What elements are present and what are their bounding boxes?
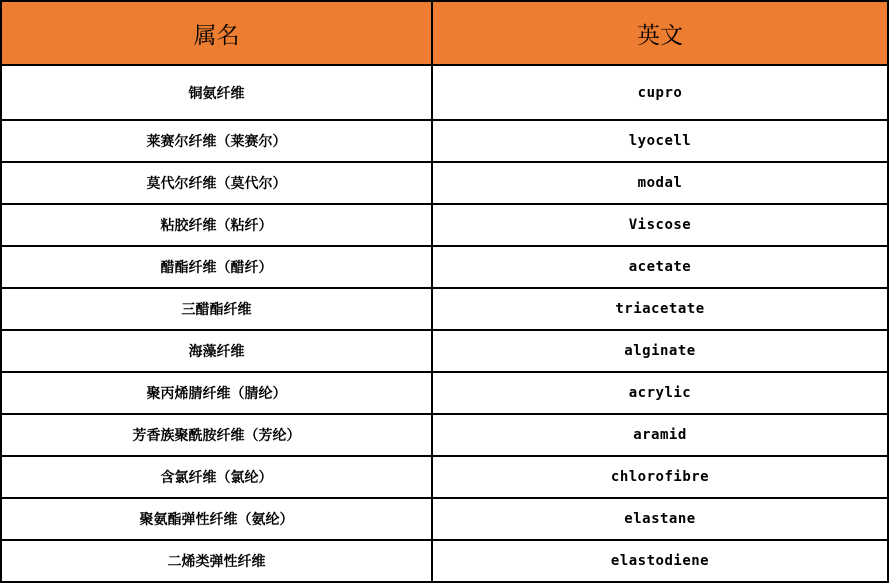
cell-genus-name: 海藻纤维 [2,331,433,371]
header-english: 英文 [433,2,889,64]
cell-genus-name: 含氯纤维（氯纶） [2,457,433,497]
cell-english: triacetate [433,289,889,329]
cell-english: acrylic [433,373,889,413]
cell-english: elastodiene [433,541,889,581]
cell-genus-name: 粘胶纤维（粘纤） [2,205,433,245]
cell-genus-name: 三醋酯纤维 [2,289,433,329]
table-row [2,247,889,289]
cell-genus-name: 聚丙烯腈纤维（腈纶） [2,373,433,413]
table-row [2,541,889,583]
table-row [2,289,889,331]
table-row [2,205,889,247]
cell-english: elastane [433,499,889,539]
header-genus-name: 属名 [2,2,433,64]
table-row [2,331,889,373]
cell-genus-name: 醋酯纤维（醋纤） [2,247,433,287]
table-header-row [2,2,889,66]
cell-english: alginate [433,331,889,371]
cell-english: Viscose [433,205,889,245]
cell-english: modal [433,163,889,203]
table-row [2,373,889,415]
cell-genus-name: 莫代尔纤维（莫代尔） [2,163,433,203]
table-row [2,66,889,121]
table-row [2,121,889,163]
table-row [2,163,889,205]
cell-english: acetate [433,247,889,287]
cell-genus-name: 莱赛尔纤维（莱赛尔） [2,121,433,161]
cell-english: chlorofibre [433,457,889,497]
cell-genus-name: 芳香族聚酰胺纤维（芳纶） [2,415,433,455]
table-row [2,499,889,541]
cell-english: lyocell [433,121,889,161]
cell-english: cupro [433,66,889,119]
table-row [2,415,889,457]
cell-genus-name: 铜氨纤维 [2,66,433,119]
cell-genus-name: 二烯类弹性纤维 [2,541,433,581]
cell-english: aramid [433,415,889,455]
cell-genus-name: 聚氨酯弹性纤维（氨纶） [2,499,433,539]
table-row [2,457,889,499]
